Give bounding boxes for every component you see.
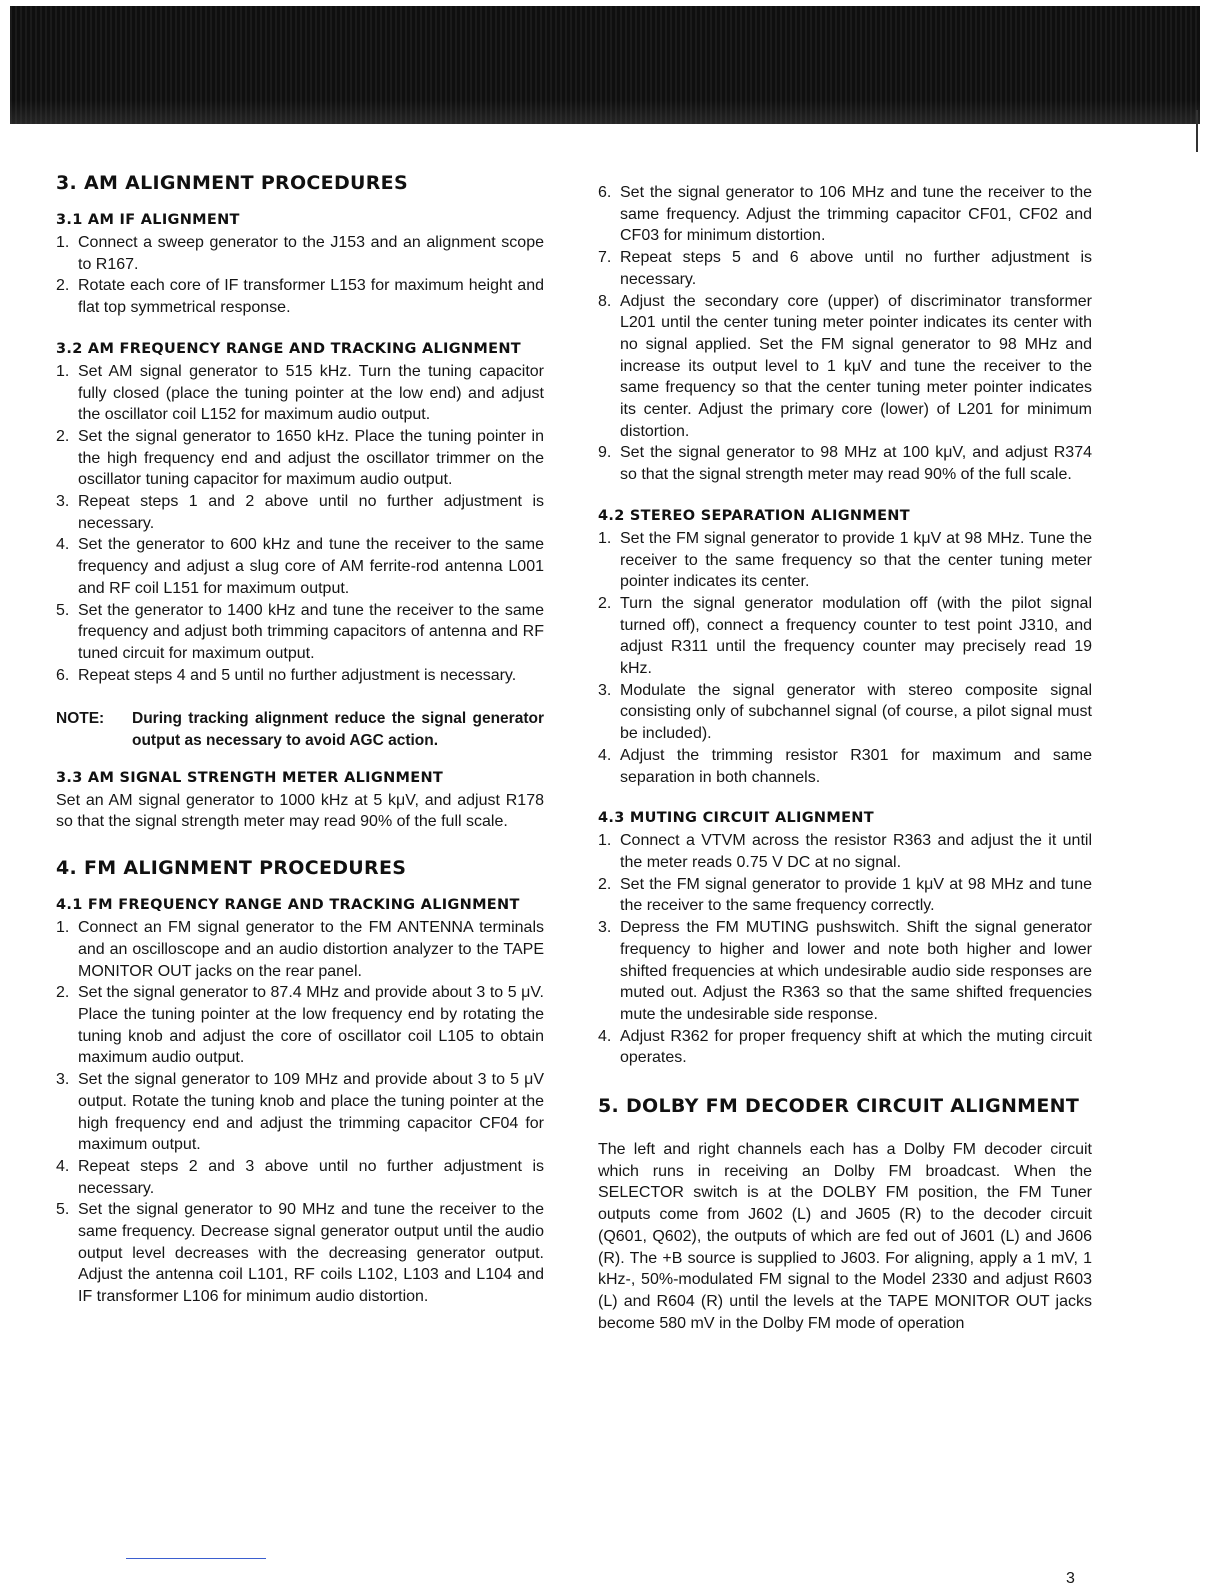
list-item bbox=[598, 247, 1092, 290]
item-text: Connect a sweep generator to the J153 and an alignment scope to R167. bbox=[78, 234, 544, 273]
item-text: Adjust the trimming resistor R301 for maximum and same separation in both channels. bbox=[620, 746, 1092, 786]
header-banner bbox=[10, 6, 1200, 124]
section-4-3 bbox=[598, 810, 1092, 1069]
item-text: Set AM signal generator to 515 kHz. Turn the tuning capacitor fully closed (place the tuning pointer at the low end) and adjust the oscillator coil L152 for maximum audio output. bbox=[78, 362, 544, 424]
section-5-title: 5. DOLBY FM DECODER CIRCUIT ALIGNMENT bbox=[598, 1095, 1080, 1118]
item-text: Set the FM signal generator to provide 1 kμV at 98 MHz and tune the receiver to the same frequency correctly. bbox=[620, 875, 1092, 915]
item-number: 2. bbox=[56, 427, 70, 445]
section-3-1-list bbox=[56, 232, 544, 319]
item-text: Adjust R362 for proper frequency shift at which the muting circuit operates. bbox=[620, 1027, 1092, 1067]
item-number: 3. bbox=[56, 493, 70, 511]
list-item bbox=[56, 600, 544, 665]
section-3-3-text: Set an AM signal generator to 1000 kHz at 5 kμV, and adjust R178 so that the signal strength meter may read 90% of the full scale. bbox=[56, 791, 544, 831]
item-text: Set the generator to 1400 kHz and tune the receiver to the same frequency and adjust both trimming capacitors of antenna and RF tuned circuit for maximum output. bbox=[78, 601, 544, 662]
section-3-2 bbox=[56, 341, 544, 687]
item-text: Repeat steps 5 and 6 above until no further adjustment is necessary. bbox=[620, 249, 1092, 288]
item-number: 4. bbox=[598, 1027, 612, 1045]
list-item bbox=[56, 232, 544, 275]
item-text: Set the signal generator to 90 MHz and tune the receiver to the same frequency. Decrease signal generator output until the audio output level decreases with the decreasing generator output. Adjust the antenna coil L101, RF coils L102, L103 and L104 and IF transformer L106 for minimum audio distortion. bbox=[78, 1201, 544, 1306]
section-4-2-list bbox=[598, 528, 1092, 788]
list-item bbox=[598, 680, 1092, 745]
list-item bbox=[598, 917, 1092, 1026]
item-number: 5. bbox=[56, 601, 70, 619]
list-item bbox=[56, 275, 544, 318]
item-text: Set the signal generator to 1650 kHz. Place the tuning pointer in the high frequency end and adjust the oscillator trimmer on the oscillator tuning capacitor for maximum audio output. bbox=[78, 427, 544, 489]
list-item bbox=[56, 426, 544, 491]
list-item bbox=[56, 665, 544, 687]
list-item bbox=[56, 1156, 544, 1199]
item-number: 1. bbox=[56, 234, 70, 251]
item-number: 4. bbox=[56, 1157, 70, 1175]
item-number: 8. bbox=[598, 292, 612, 310]
item-number: 3. bbox=[598, 681, 612, 699]
item-number: 4. bbox=[56, 536, 70, 554]
section-4-1-title: 4.1 FM FREQUENCY RANGE AND TRACKING ALIGNMENT bbox=[56, 897, 520, 914]
section-3-2-list bbox=[56, 361, 544, 687]
item-number: 3. bbox=[598, 919, 612, 937]
item-number: 2. bbox=[598, 875, 612, 893]
item-number: 5. bbox=[56, 1201, 70, 1219]
item-number: 7. bbox=[598, 249, 612, 267]
item-text: Set the generator to 600 kHz and tune the receiver to the same frequency and adjust a slug core of AM ferrite-rod antenna L001 and RF coil L151 for maximum output. bbox=[78, 536, 544, 597]
section-3-1-title: 3.1 AM IF ALIGNMENT bbox=[56, 212, 240, 228]
list-item bbox=[56, 917, 544, 982]
item-number: 2. bbox=[598, 594, 612, 612]
section-4-1-continued bbox=[598, 182, 1092, 486]
page-number: 3 bbox=[1066, 1570, 1075, 1587]
list-item bbox=[598, 874, 1092, 917]
section-5-text: The left and right channels each has a Dolby FM decoder circuit which runs in receiving an Dolby FM broadcast. When the SELECTOR switch is at the DOLBY FM position, the FM Tuner outputs come from J602 (L) and J605 (R) to the decoder circuit (Q601, Q602), the outputs of which are fed out of J601 (L) and J606 (R). The +B source is supplied to J603. For aligning, apply a 1 mV, 1 kHz-, 50%-modulated FM signal to the Model 2330 and adjust R603 (L) and R604 (R) until the levels at the TAPE MONITOR OUT jacks become 580 mV in the Dolby FM mode of operation bbox=[598, 1141, 1092, 1332]
item-text: Depress the FM MUTING pushswitch. Shift the signal generator frequency to higher and lower and note both higher and lower shifted frequencies at which undesirable audio side responses are muted out. Adjust the R363 so that the same shifted frequencies mute the undesirable side response. bbox=[620, 919, 1092, 1023]
page-edge-line bbox=[1196, 110, 1198, 152]
list-item bbox=[56, 361, 544, 426]
item-text: Set the signal generator to 106 MHz and tune the receiver to the same frequency. Adjust the trimming capacitor CF01, CF02 and CF03 for minimum distortion. bbox=[620, 184, 1092, 245]
item-number: 2. bbox=[56, 277, 70, 295]
right-column bbox=[598, 182, 1092, 1334]
item-text: Set the FM signal generator to provide 1 kμV at 98 MHz. Tune the receiver to the same frequency so that the center tuning meter pointer indicates its center. bbox=[620, 529, 1092, 591]
section-4-title: 4. FM ALIGNMENT PROCEDURES bbox=[56, 857, 407, 880]
item-text: Repeat steps 2 and 3 above until no further adjustment is necessary. bbox=[78, 1157, 544, 1197]
section-4-2 bbox=[598, 508, 1092, 788]
item-number: 1. bbox=[56, 919, 70, 937]
section-4-3-title: 4.3 MUTING CIRCUIT ALIGNMENT bbox=[598, 810, 874, 827]
item-text: Set the signal generator to 109 MHz and provide about 3 to 5 μV output. Rotate the tuning knob and place the tuning pointer at the high frequency end and adjust the trimming capacitor CF04 for maximum output. bbox=[78, 1071, 544, 1154]
section-4-1-list-continued bbox=[598, 182, 1092, 486]
list-item bbox=[56, 982, 544, 1069]
item-number: 1. bbox=[598, 832, 612, 850]
section-4-1-list bbox=[56, 917, 544, 1308]
list-item bbox=[598, 291, 1092, 443]
section-3-3 bbox=[56, 770, 544, 833]
item-number: 9. bbox=[598, 444, 612, 462]
list-item bbox=[598, 182, 1092, 247]
item-text: Adjust the secondary core (upper) of discriminator transformer L201 until the center tuning meter pointer indicates its center with no signal applied. Set the FM signal generator to 98 MHz and increase its output level to 1 kμV and tune the receiver to the same frequency so that the center tuning meter pointer indicates its center. Adjust the primary core (lower) of L201 for minimum distortion. bbox=[620, 292, 1092, 440]
item-text: Repeat steps 4 and 5 until no further adjustment is necessary. bbox=[78, 666, 517, 684]
section-3-2-title: 3.2 AM FREQUENCY RANGE AND TRACKING ALIGNMENT bbox=[56, 340, 521, 357]
item-text: Connect an FM signal generator to the FM ANTENNA terminals and an oscilloscope and an audio distortion analyzer to the TAPE MONITOR OUT jacks on the rear panel. bbox=[78, 919, 544, 980]
section-3-3-title: 3.3 AM SIGNAL STRENGTH METER ALIGNMENT bbox=[56, 769, 444, 786]
section-4-3-list bbox=[598, 830, 1092, 1069]
note-label: NOTE: bbox=[56, 710, 105, 728]
item-text: Connect a VTVM across the resistor R363 and adjust the it until the meter reads 0.75 V DC at no signal. bbox=[620, 832, 1092, 871]
list-item bbox=[56, 1069, 544, 1156]
left-column bbox=[56, 172, 544, 1330]
list-item bbox=[598, 593, 1092, 680]
item-number: 1. bbox=[598, 529, 612, 547]
item-number: 2. bbox=[56, 984, 70, 1002]
section-4-1 bbox=[56, 897, 544, 1308]
section-3-title: 3. AM ALIGNMENT PROCEDURES bbox=[56, 172, 408, 194]
item-text: Set the signal generator to 87.4 MHz and provide about 3 to 5 μV. Place the tuning pointer at the low frequency end by rotating the tuning knob and adjust the core of oscillator coil L105 to obtain maximum audio output. bbox=[78, 984, 544, 1067]
banner-fade bbox=[10, 6, 1200, 124]
item-text: Modulate the signal generator with stereo composite signal consisting only of subchannel signal (of course, a pilot signal must be included). bbox=[620, 681, 1092, 743]
item-text: Set the signal generator to 98 MHz at 100 kμV, and adjust R374 so that the signal strength meter may read 90% of the full scale. bbox=[620, 444, 1092, 484]
list-item bbox=[56, 491, 544, 534]
item-number: 4. bbox=[598, 746, 612, 764]
list-item bbox=[598, 745, 1092, 788]
section-3-1 bbox=[56, 212, 544, 319]
footer-rule bbox=[126, 1558, 266, 1559]
section-4-2-title: 4.2 STEREO SEPARATION ALIGNMENT bbox=[598, 507, 910, 524]
item-number: 1. bbox=[56, 362, 70, 380]
list-item bbox=[598, 442, 1092, 485]
item-text: Repeat steps 1 and 2 above until no further adjustment is necessary. bbox=[78, 493, 544, 532]
item-text: Rotate each core of IF transformer L153 for maximum height and flat top symmetrical response. bbox=[78, 277, 544, 317]
list-item bbox=[598, 1026, 1092, 1069]
list-item bbox=[598, 830, 1092, 873]
list-item bbox=[56, 1199, 544, 1308]
list-item bbox=[598, 528, 1092, 593]
item-number: 3. bbox=[56, 1071, 70, 1089]
item-number: 6. bbox=[598, 184, 612, 201]
item-text: Turn the signal generator modulation off (with the pilot signal turned off), connect a frequency counter to test point J310, and adjust R311 until the frequency counter may precisely read 19 kHz. bbox=[620, 594, 1092, 678]
item-number: 6. bbox=[56, 666, 70, 684]
list-item bbox=[56, 534, 544, 599]
note-text: During tracking alignment reduce the signal generator output as necessary to avoid AGC action. bbox=[132, 710, 544, 750]
tracking-note bbox=[56, 708, 544, 751]
